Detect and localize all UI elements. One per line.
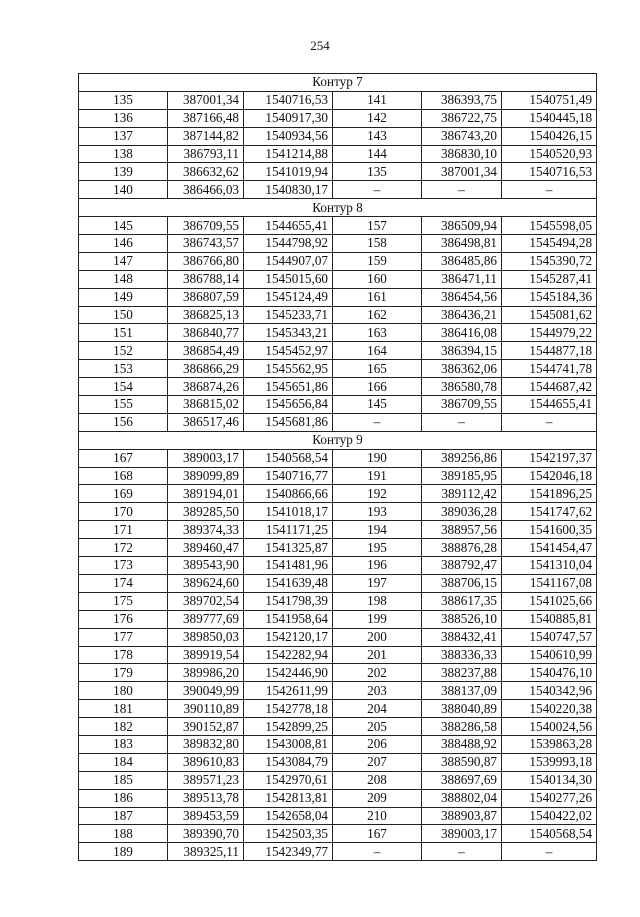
point-number-left: 153 — [79, 360, 168, 378]
y-coordinate-left: 1540830,17 — [244, 181, 333, 199]
x-coordinate-right: 386709,55 — [422, 396, 502, 414]
y-coordinate-left: 1542446,90 — [244, 664, 333, 682]
x-coordinate-right: – — [422, 843, 502, 861]
x-coordinate-left: 389390,70 — [168, 825, 244, 843]
x-coordinate-right: 386485,86 — [422, 252, 502, 270]
y-coordinate-left: 1542349,77 — [244, 843, 333, 861]
x-coordinate-left: 389571,23 — [168, 771, 244, 789]
x-coordinate-left: 387001,34 — [168, 91, 244, 109]
point-number-right: – — [333, 181, 422, 199]
x-coordinate-right: 386580,78 — [422, 378, 502, 396]
y-coordinate-right: 1540476,10 — [502, 664, 597, 682]
x-coordinate-left: 387166,48 — [168, 109, 244, 127]
y-coordinate-right: 1539993,18 — [502, 753, 597, 771]
x-coordinate-right: 388590,87 — [422, 753, 502, 771]
x-coordinate-left: 389986,20 — [168, 664, 244, 682]
point-number-left: 177 — [79, 628, 168, 646]
table-row — [79, 735, 597, 753]
point-number-left: 154 — [79, 378, 168, 396]
y-coordinate-left: 1540716,77 — [244, 467, 333, 485]
y-coordinate-right: 1540751,49 — [502, 91, 597, 109]
section-title: Контур 9 — [79, 431, 597, 449]
x-coordinate-right: 388957,56 — [422, 521, 502, 539]
x-coordinate-left: 389610,83 — [168, 753, 244, 771]
section-header-row — [79, 199, 597, 217]
x-coordinate-right: 386454,56 — [422, 288, 502, 306]
point-number-left: 140 — [79, 181, 168, 199]
y-coordinate-right: 1540422,02 — [502, 807, 597, 825]
x-coordinate-left: 386854,49 — [168, 342, 244, 360]
x-coordinate-left: 386766,80 — [168, 252, 244, 270]
x-coordinate-right: 387001,34 — [422, 163, 502, 181]
point-number-left: 186 — [79, 789, 168, 807]
point-number-right: 167 — [333, 825, 422, 843]
y-coordinate-left: 1541019,94 — [244, 163, 333, 181]
point-number-right: 193 — [333, 503, 422, 521]
x-coordinate-left: 386840,77 — [168, 324, 244, 342]
table-row — [79, 682, 597, 700]
section-header-row — [79, 74, 597, 92]
x-coordinate-left: 389460,47 — [168, 539, 244, 557]
y-coordinate-right: 1540885,81 — [502, 610, 597, 628]
y-coordinate-left: 1545562,95 — [244, 360, 333, 378]
point-number-right: 200 — [333, 628, 422, 646]
x-coordinate-left: 389285,50 — [168, 503, 244, 521]
x-coordinate-left: 386866,29 — [168, 360, 244, 378]
y-coordinate-left: 1540568,54 — [244, 449, 333, 467]
point-number-left: 168 — [79, 467, 168, 485]
table-row — [79, 467, 597, 485]
table-row — [79, 235, 597, 253]
table-row — [79, 610, 597, 628]
point-number-left: 170 — [79, 503, 168, 521]
point-number-right: 191 — [333, 467, 422, 485]
y-coordinate-right: 1545390,72 — [502, 252, 597, 270]
table-row — [79, 396, 597, 414]
x-coordinate-right: 388876,28 — [422, 539, 502, 557]
x-coordinate-left: 386517,46 — [168, 413, 244, 431]
x-coordinate-right: 388526,10 — [422, 610, 502, 628]
x-coordinate-right: 389112,42 — [422, 485, 502, 503]
table-row — [79, 109, 597, 127]
y-coordinate-left: 1545343,21 — [244, 324, 333, 342]
point-number-right: 141 — [333, 91, 422, 109]
x-coordinate-right: 388903,87 — [422, 807, 502, 825]
point-number-left: 151 — [79, 324, 168, 342]
point-number-left: 183 — [79, 735, 168, 753]
point-number-left: 185 — [79, 771, 168, 789]
y-coordinate-left: 1542611,99 — [244, 682, 333, 700]
section-title: Контур 7 — [79, 74, 597, 92]
x-coordinate-right: 386394,15 — [422, 342, 502, 360]
y-coordinate-left: 1540917,30 — [244, 109, 333, 127]
x-coordinate-right: 386722,75 — [422, 109, 502, 127]
point-number-left: 136 — [79, 109, 168, 127]
table-row — [79, 753, 597, 771]
y-coordinate-left: 1542813,81 — [244, 789, 333, 807]
x-coordinate-left: 389374,33 — [168, 521, 244, 539]
x-coordinate-right: 386509,94 — [422, 217, 502, 235]
y-coordinate-left: 1542282,94 — [244, 646, 333, 664]
table-row — [79, 485, 597, 503]
table-row — [79, 127, 597, 145]
point-number-left: 135 — [79, 91, 168, 109]
x-coordinate-left: 389543,90 — [168, 557, 244, 575]
coordinates-table — [78, 73, 597, 861]
point-number-right: 204 — [333, 700, 422, 718]
y-coordinate-left: 1545233,71 — [244, 306, 333, 324]
y-coordinate-right: 1540520,93 — [502, 145, 597, 163]
point-number-right: 210 — [333, 807, 422, 825]
y-coordinate-right: 1540445,18 — [502, 109, 597, 127]
x-coordinate-right: 386830,10 — [422, 145, 502, 163]
point-number-right: 190 — [333, 449, 422, 467]
y-coordinate-left: 1545681,86 — [244, 413, 333, 431]
y-coordinate-left: 1544907,07 — [244, 252, 333, 270]
table-row — [79, 252, 597, 270]
y-coordinate-left: 1540934,56 — [244, 127, 333, 145]
y-coordinate-right: 1542197,37 — [502, 449, 597, 467]
page-number: 254 — [310, 38, 330, 53]
point-number-left: 147 — [79, 252, 168, 270]
y-coordinate-right: 1541025,66 — [502, 592, 597, 610]
table-row — [79, 270, 597, 288]
point-number-left: 169 — [79, 485, 168, 503]
point-number-left: 182 — [79, 718, 168, 736]
point-number-right: 205 — [333, 718, 422, 736]
point-number-left: 187 — [79, 807, 168, 825]
table-row — [79, 288, 597, 306]
x-coordinate-left: 390049,99 — [168, 682, 244, 700]
point-number-left: 148 — [79, 270, 168, 288]
point-number-right: 195 — [333, 539, 422, 557]
table-row — [79, 521, 597, 539]
table-row — [79, 413, 597, 431]
point-number-left: 138 — [79, 145, 168, 163]
y-coordinate-right: 1539863,28 — [502, 735, 597, 753]
x-coordinate-left: 389194,01 — [168, 485, 244, 503]
table-row — [79, 843, 597, 861]
point-number-right: 145 — [333, 396, 422, 414]
x-coordinate-right: 388286,58 — [422, 718, 502, 736]
y-coordinate-left: 1541214,88 — [244, 145, 333, 163]
point-number-right: 203 — [333, 682, 422, 700]
point-number-left: 156 — [79, 413, 168, 431]
point-number-left: 137 — [79, 127, 168, 145]
x-coordinate-left: 389850,03 — [168, 628, 244, 646]
y-coordinate-right: 1542046,18 — [502, 467, 597, 485]
y-coordinate-left: 1543008,81 — [244, 735, 333, 753]
table-row — [79, 628, 597, 646]
y-coordinate-left: 1544798,92 — [244, 235, 333, 253]
table-row — [79, 306, 597, 324]
coordinates-table-body — [79, 74, 597, 861]
point-number-right: 159 — [333, 252, 422, 270]
x-coordinate-left: 389325,11 — [168, 843, 244, 861]
point-number-left: 188 — [79, 825, 168, 843]
y-coordinate-left: 1542778,18 — [244, 700, 333, 718]
point-number-left: 189 — [79, 843, 168, 861]
y-coordinate-left: 1541325,87 — [244, 539, 333, 557]
point-number-right: 199 — [333, 610, 422, 628]
y-coordinate-right: – — [502, 181, 597, 199]
y-coordinate-right: 1541167,08 — [502, 574, 597, 592]
y-coordinate-right: 1545081,62 — [502, 306, 597, 324]
x-coordinate-left: 390152,87 — [168, 718, 244, 736]
x-coordinate-left: 386709,55 — [168, 217, 244, 235]
y-coordinate-left: 1543084,79 — [244, 753, 333, 771]
y-coordinate-right: 1545598,05 — [502, 217, 597, 235]
x-coordinate-right: 388432,41 — [422, 628, 502, 646]
y-coordinate-left: 1542503,35 — [244, 825, 333, 843]
point-number-left: 172 — [79, 539, 168, 557]
y-coordinate-right: 1541310,04 — [502, 557, 597, 575]
point-number-right: 165 — [333, 360, 422, 378]
y-coordinate-left: 1541798,39 — [244, 592, 333, 610]
x-coordinate-left: 387144,82 — [168, 127, 244, 145]
point-number-left: 145 — [79, 217, 168, 235]
y-coordinate-right: 1540747,57 — [502, 628, 597, 646]
section-title: Контур 8 — [79, 199, 597, 217]
table-row — [79, 664, 597, 682]
y-coordinate-right: 1544655,41 — [502, 396, 597, 414]
x-coordinate-right: 386498,81 — [422, 235, 502, 253]
table-row — [79, 378, 597, 396]
point-number-right: 160 — [333, 270, 422, 288]
point-number-right: 207 — [333, 753, 422, 771]
x-coordinate-right: 389036,28 — [422, 503, 502, 521]
y-coordinate-left: 1542899,25 — [244, 718, 333, 736]
x-coordinate-left: 386874,26 — [168, 378, 244, 396]
point-number-right: 135 — [333, 163, 422, 181]
table-row — [79, 503, 597, 521]
x-coordinate-right: 388697,69 — [422, 771, 502, 789]
y-coordinate-right: 1544741,78 — [502, 360, 597, 378]
y-coordinate-left: 1545656,84 — [244, 396, 333, 414]
y-coordinate-right: – — [502, 413, 597, 431]
x-coordinate-left: 390110,89 — [168, 700, 244, 718]
x-coordinate-right: 388336,33 — [422, 646, 502, 664]
y-coordinate-right: 1540220,38 — [502, 700, 597, 718]
point-number-right: 198 — [333, 592, 422, 610]
x-coordinate-left: 386825,13 — [168, 306, 244, 324]
table-row — [79, 592, 597, 610]
y-coordinate-right: 1545184,36 — [502, 288, 597, 306]
table-row — [79, 145, 597, 163]
table-row — [79, 217, 597, 235]
point-number-right: 202 — [333, 664, 422, 682]
x-coordinate-left: 386815,02 — [168, 396, 244, 414]
point-number-right: 196 — [333, 557, 422, 575]
y-coordinate-right: 1545287,41 — [502, 270, 597, 288]
point-number-left: 173 — [79, 557, 168, 575]
section-header-row — [79, 431, 597, 449]
point-number-left: 155 — [79, 396, 168, 414]
point-number-right: 163 — [333, 324, 422, 342]
y-coordinate-left: 1540866,66 — [244, 485, 333, 503]
point-number-left: 152 — [79, 342, 168, 360]
point-number-right: 164 — [333, 342, 422, 360]
y-coordinate-right: 1544877,18 — [502, 342, 597, 360]
point-number-right: 201 — [333, 646, 422, 664]
table-row — [79, 789, 597, 807]
table-row — [79, 700, 597, 718]
x-coordinate-left: 389777,69 — [168, 610, 244, 628]
table-row — [79, 771, 597, 789]
x-coordinate-right: 388237,88 — [422, 664, 502, 682]
table-row — [79, 163, 597, 181]
x-coordinate-right: 389003,17 — [422, 825, 502, 843]
x-coordinate-left: 389702,54 — [168, 592, 244, 610]
point-number-left: 171 — [79, 521, 168, 539]
x-coordinate-left: 386743,57 — [168, 235, 244, 253]
y-coordinate-right: 1540426,15 — [502, 127, 597, 145]
y-coordinate-right: 1544979,22 — [502, 324, 597, 342]
point-number-right: 158 — [333, 235, 422, 253]
point-number-right: – — [333, 413, 422, 431]
table-row — [79, 718, 597, 736]
y-coordinate-left: 1541018,17 — [244, 503, 333, 521]
x-coordinate-right: 386416,08 — [422, 324, 502, 342]
x-coordinate-left: 389453,59 — [168, 807, 244, 825]
x-coordinate-right: 386362,06 — [422, 360, 502, 378]
point-number-left: 184 — [79, 753, 168, 771]
table-row — [79, 91, 597, 109]
x-coordinate-right: 386393,75 — [422, 91, 502, 109]
x-coordinate-left: 386807,59 — [168, 288, 244, 306]
point-number-left: 174 — [79, 574, 168, 592]
y-coordinate-right: 1540610,99 — [502, 646, 597, 664]
x-coordinate-left: 389624,60 — [168, 574, 244, 592]
y-coordinate-right: 1540134,30 — [502, 771, 597, 789]
x-coordinate-left: 389919,54 — [168, 646, 244, 664]
point-number-right: 166 — [333, 378, 422, 396]
point-number-right: 208 — [333, 771, 422, 789]
y-coordinate-right: – — [502, 843, 597, 861]
y-coordinate-left: 1545015,60 — [244, 270, 333, 288]
y-coordinate-left: 1542970,61 — [244, 771, 333, 789]
x-coordinate-left: 389513,78 — [168, 789, 244, 807]
y-coordinate-left: 1545452,97 — [244, 342, 333, 360]
table-row — [79, 324, 597, 342]
x-coordinate-right: 386471,11 — [422, 270, 502, 288]
table-row — [79, 646, 597, 664]
point-number-right: 161 — [333, 288, 422, 306]
y-coordinate-left: 1545651,86 — [244, 378, 333, 396]
y-coordinate-left: 1545124,49 — [244, 288, 333, 306]
table-row — [79, 539, 597, 557]
x-coordinate-right: 388488,92 — [422, 735, 502, 753]
x-coordinate-right: 388040,89 — [422, 700, 502, 718]
x-coordinate-right: 389185,95 — [422, 467, 502, 485]
point-number-right: 197 — [333, 574, 422, 592]
y-coordinate-right: 1541747,62 — [502, 503, 597, 521]
x-coordinate-right: – — [422, 181, 502, 199]
point-number-right: 157 — [333, 217, 422, 235]
x-coordinate-right: 386743,20 — [422, 127, 502, 145]
x-coordinate-right: 389256,86 — [422, 449, 502, 467]
x-coordinate-left: 389832,80 — [168, 735, 244, 753]
y-coordinate-right: 1541896,25 — [502, 485, 597, 503]
x-coordinate-left: 386793,11 — [168, 145, 244, 163]
point-number-right: 209 — [333, 789, 422, 807]
table-row — [79, 557, 597, 575]
x-coordinate-right: 388706,15 — [422, 574, 502, 592]
y-coordinate-left: 1544655,41 — [244, 217, 333, 235]
x-coordinate-right: – — [422, 413, 502, 431]
table-row — [79, 807, 597, 825]
point-number-left: 181 — [79, 700, 168, 718]
y-coordinate-left: 1542658,04 — [244, 807, 333, 825]
table-row — [79, 825, 597, 843]
point-number-left: 149 — [79, 288, 168, 306]
point-number-left: 176 — [79, 610, 168, 628]
y-coordinate-right: 1540277,26 — [502, 789, 597, 807]
x-coordinate-left: 389003,17 — [168, 449, 244, 467]
y-coordinate-right: 1540716,53 — [502, 163, 597, 181]
point-number-left: 167 — [79, 449, 168, 467]
y-coordinate-right: 1540568,54 — [502, 825, 597, 843]
point-number-left: 179 — [79, 664, 168, 682]
table-row — [79, 449, 597, 467]
table-row — [79, 360, 597, 378]
point-number-left: 180 — [79, 682, 168, 700]
y-coordinate-right: 1540342,96 — [502, 682, 597, 700]
x-coordinate-right: 388617,35 — [422, 592, 502, 610]
x-coordinate-right: 388792,47 — [422, 557, 502, 575]
y-coordinate-left: 1541639,48 — [244, 574, 333, 592]
y-coordinate-right: 1545494,28 — [502, 235, 597, 253]
point-number-right: 142 — [333, 109, 422, 127]
y-coordinate-left: 1540716,53 — [244, 91, 333, 109]
x-coordinate-left: 389099,89 — [168, 467, 244, 485]
point-number-left: 178 — [79, 646, 168, 664]
y-coordinate-right: 1541600,35 — [502, 521, 597, 539]
point-number-right: 143 — [333, 127, 422, 145]
x-coordinate-left: 386466,03 — [168, 181, 244, 199]
point-number-left: 175 — [79, 592, 168, 610]
y-coordinate-right: 1540024,56 — [502, 718, 597, 736]
table-row — [79, 342, 597, 360]
point-number-left: 150 — [79, 306, 168, 324]
point-number-right: 192 — [333, 485, 422, 503]
x-coordinate-left: 386788,14 — [168, 270, 244, 288]
point-number-right: 194 — [333, 521, 422, 539]
table-row — [79, 574, 597, 592]
y-coordinate-left: 1542120,17 — [244, 628, 333, 646]
x-coordinate-right: 386436,21 — [422, 306, 502, 324]
x-coordinate-left: 386632,62 — [168, 163, 244, 181]
point-number-right: – — [333, 843, 422, 861]
y-coordinate-right: 1541454,47 — [502, 539, 597, 557]
y-coordinate-left: 1541171,25 — [244, 521, 333, 539]
table-row — [79, 181, 597, 199]
point-number-right: 206 — [333, 735, 422, 753]
point-number-right: 144 — [333, 145, 422, 163]
y-coordinate-right: 1544687,42 — [502, 378, 597, 396]
point-number-left: 146 — [79, 235, 168, 253]
y-coordinate-left: 1541958,64 — [244, 610, 333, 628]
point-number-right: 162 — [333, 306, 422, 324]
point-number-left: 139 — [79, 163, 168, 181]
x-coordinate-right: 388802,04 — [422, 789, 502, 807]
y-coordinate-left: 1541481,96 — [244, 557, 333, 575]
x-coordinate-right: 388137,09 — [422, 682, 502, 700]
